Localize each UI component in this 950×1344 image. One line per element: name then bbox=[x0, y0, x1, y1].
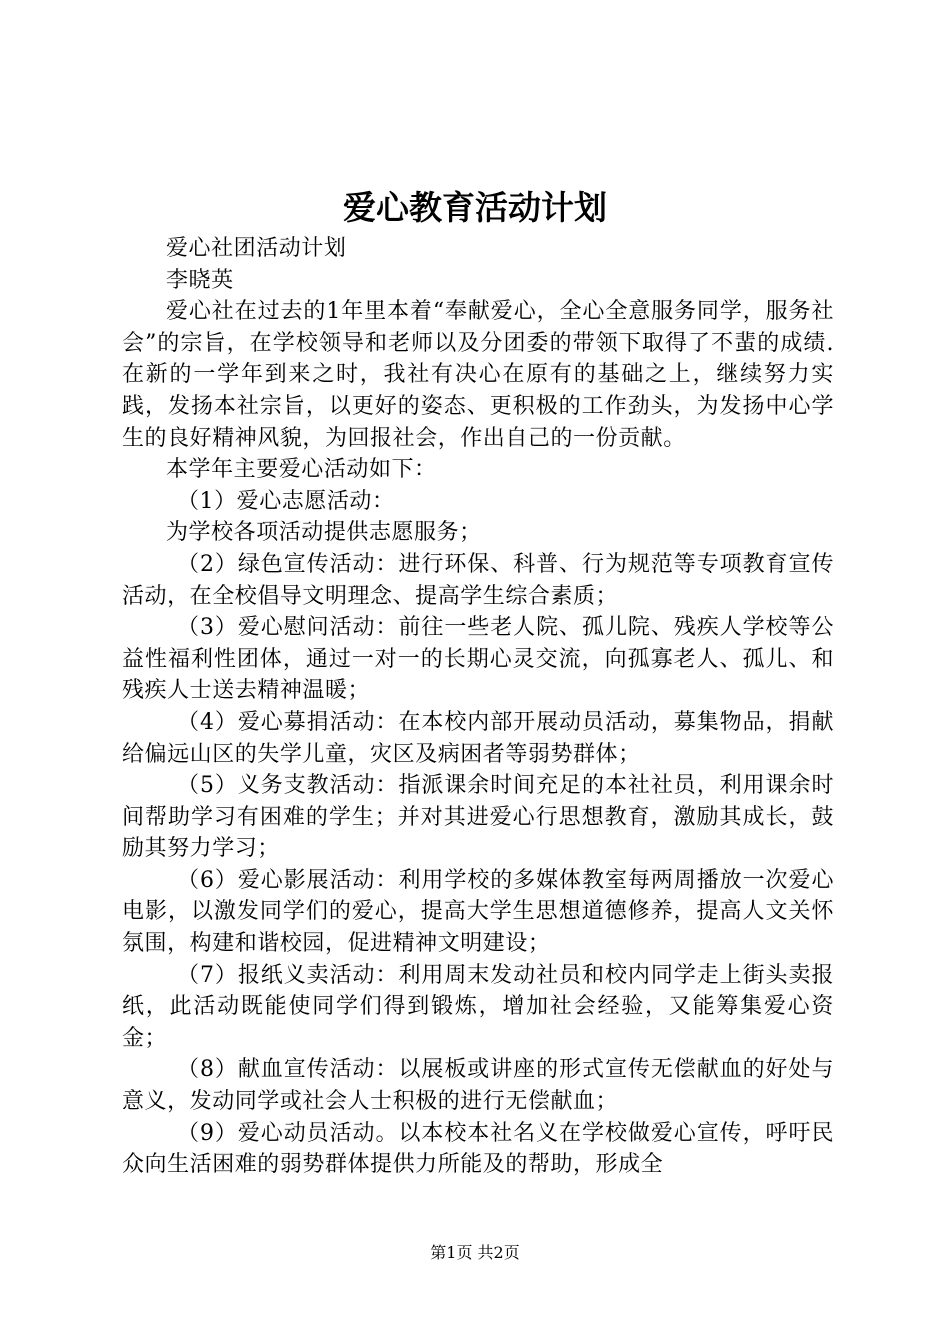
paragraph-activity-4: （4）爱心募捐活动：在本校内部开展动员活动，募集物品，捐献给偏远山区的失学儿童，灾区及病困者等弱势群体； bbox=[122, 709, 834, 767]
document-body bbox=[122, 233, 834, 1181]
paragraph-activity-9: （9）爱心动员活动。以本校本社名义在学校做爱心宣传，呼吁民众向生活困难的弱势群体提供力所能及的帮助，形成全 bbox=[122, 1120, 834, 1178]
paragraph-author: 李晓英 bbox=[166, 267, 234, 293]
paragraph-activity-3: （3）爱心慰问活动：前往一些老人院、孤儿院、残疾人学校等公益性福利性团体，通过一对一的长期心灵交流，向孤寡老人、孤儿、和残疾人士送去精神温暖； bbox=[122, 615, 834, 704]
document-title: 爱心教育活动计划 bbox=[343, 188, 607, 227]
paragraph-activity-5: （5）义务支教活动：指派课余时间充足的本社社员，利用课余时间帮助学习有困难的学生；并对其进爱心行思想教育，激励其成长，鼓励其努力学习； bbox=[122, 773, 834, 862]
paragraph-activities-heading: 本学年主要爱心活动如下： bbox=[166, 457, 437, 483]
page-number-footer: 第1页 共2页 bbox=[430, 1243, 520, 1262]
paragraph-activity-6: （6）爱心影展活动：利用学校的多媒体教室每两周播放一次爱心电影，以激发同学们的爱心，提高大学生思想道德修养，提高人文关怀氛围，构建和谐校园，促进精神文明建设； bbox=[122, 867, 834, 957]
paragraph-activity-2: （2）绿色宣传活动：进行环保、科普、行为规范等专项教育宣传活动，在全校倡导文明理念、提高学生综合素质； bbox=[122, 551, 834, 609]
paragraph-activity-7: （7）报纸义卖活动：利用周末发动社员和校内同学走上街头卖报纸，此活动既能使同学们得到锻炼，增加社会经验，又能筹集爱心资金； bbox=[122, 962, 834, 1051]
paragraph-intro: 爱心社在过去的1年里本着“奉献爱心，全心全意服务同学，服务社会”的宗旨，在学校领导和老师以及分团委的带领下取得了不蜚的成绩.在新的一学年到来之时，我社有决心在原有的基础之上，继续努力实践，发扬本社宗旨，以更好的姿态、更积极的工作劲头，为发扬中心学生的良好精神风貌，为回报社会，作出自己的一份贡献。 bbox=[122, 299, 834, 451]
paragraph-activity-8: （8）献血宣传活动：以展板或讲座的形式宣传无偿献血的好处与意义，发动同学或社会人士积极的进行无偿献血； bbox=[122, 1057, 834, 1115]
paragraph-activity-1: （1）爱心志愿活动： bbox=[177, 488, 395, 514]
paragraph-activity-1-detail: 为学校各项活动提供志愿服务； bbox=[166, 520, 482, 546]
paragraph-subtitle: 爱心社团活动计划 bbox=[166, 236, 347, 261]
